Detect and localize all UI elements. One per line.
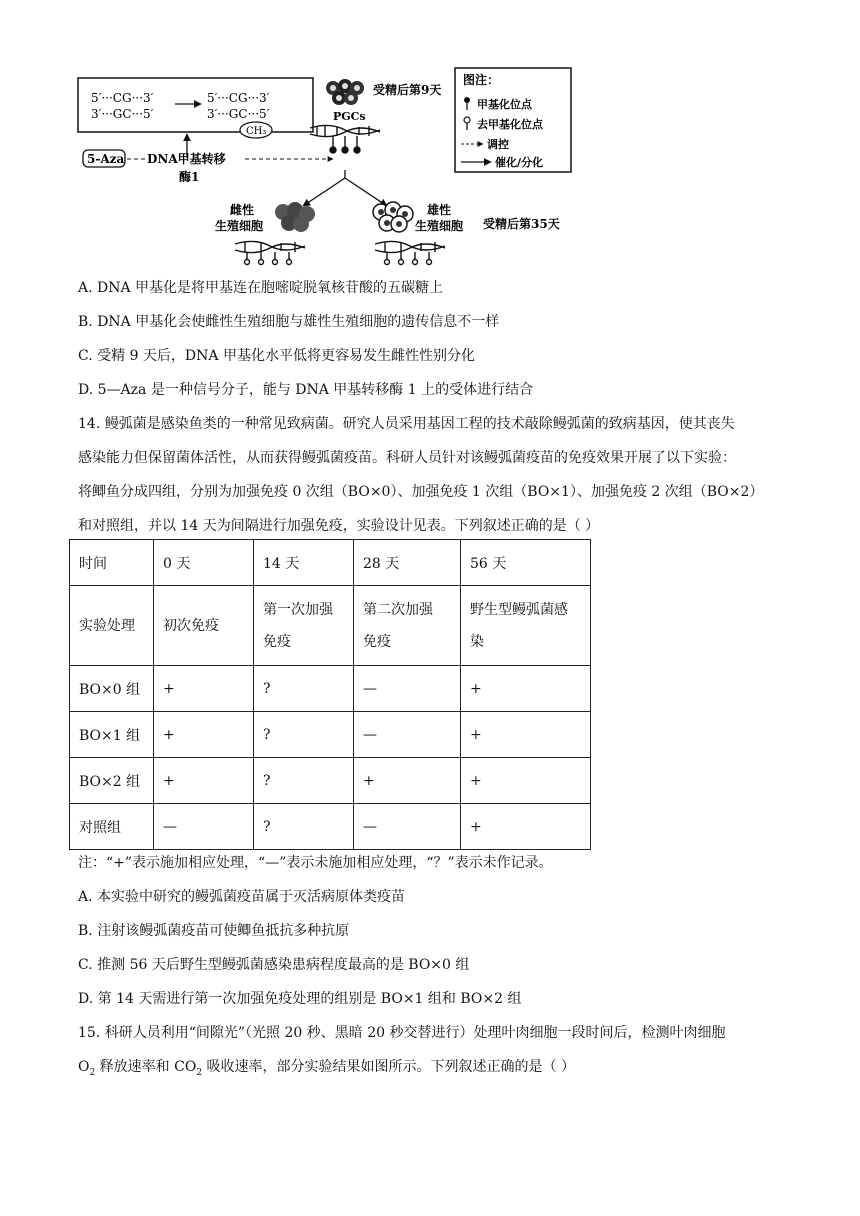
- legend-title: 图注：: [463, 73, 500, 87]
- q15-stem-line-2: [78, 1056, 575, 1078]
- table-cell: +: [354, 758, 461, 804]
- q14-stem-line-1: 14. 鳗弧菌是感染鱼类的一种常见致病菌。研究人员采用基因工程的技术敲除鳗弧菌的致病基因，使其丧失: [78, 416, 735, 432]
- table-header-row: [70, 540, 591, 586]
- table-cell: +: [461, 758, 591, 804]
- legend-regulate: 调控: [487, 138, 509, 151]
- dna-methylation-figure: [75, 66, 585, 266]
- q14-stem-line-2: 感染能力但保留菌体活性，从而获得鳗弧菌疫苗。科研人员针对该鳗弧菌疫苗的免疫效果开展了以下实验：: [78, 450, 736, 466]
- table-row: [70, 666, 591, 712]
- table-cell: —: [154, 804, 254, 850]
- q14-option-c: C. 推测 56 天后野生型鳗弧菌感染患病程度最高的是 BO×0 组: [78, 957, 470, 973]
- q13-option-c: C. 受精 9 天后，DNA 甲基化水平低将更容易发生雌性性别分化: [78, 348, 475, 364]
- pgcs-dna-strand: [310, 125, 380, 153]
- dna-top-left: 5′···CG···3′: [91, 91, 154, 105]
- q14-option-d: D. 第 14 天需进行第一次加强免疫处理的组别是 BO×1 组和 BO×2 组: [78, 991, 522, 1007]
- female-branch-arrow: [303, 178, 345, 206]
- legend-catalyze: 催化/分化: [495, 156, 544, 169]
- table-cell: 56 天: [461, 540, 591, 586]
- female-label-1: 雌性: [230, 203, 255, 217]
- table-treatment-row: [70, 586, 591, 666]
- pgcs-label: PGCs: [333, 110, 366, 123]
- table-cell: 初次免疫: [154, 586, 254, 666]
- experiment-table: [69, 539, 591, 850]
- table-cell: ?: [254, 712, 354, 758]
- pgcs-cell-cluster: [326, 79, 364, 105]
- male-label-1: 雄性: [427, 203, 452, 217]
- day35-label: 受精后第35天: [483, 217, 560, 231]
- legend-methyl: 甲基化位点: [477, 98, 532, 111]
- q15-line2-end: 吸收速率，部分实验结果如图所示。下列叙述正确的是（ ）: [202, 1059, 575, 1075]
- day9-label: 受精后第9天: [373, 83, 442, 97]
- demethyl-site-icon: [464, 117, 470, 130]
- male-cell-cluster: [373, 202, 413, 232]
- table-cell: +: [461, 666, 591, 712]
- table-cell: +: [154, 712, 254, 758]
- co2-subscript: 2: [196, 1067, 203, 1078]
- methyl-site-icon: [464, 97, 470, 110]
- dna-schematic-box: [78, 78, 313, 132]
- table-cell: ?: [254, 666, 354, 712]
- table-row: [70, 804, 591, 850]
- table-cell: BO×2 组: [70, 758, 154, 804]
- male-label-2: 生殖细胞: [415, 219, 464, 233]
- methyl-label: CH₃: [246, 126, 267, 137]
- q13-option-a: A. DNA 甲基化是将甲基连在胞嘧啶脱氧核苷酸的五碳糖上: [78, 280, 444, 296]
- q14-stem-line-3: 将鲫鱼分成四组，分别为加强免疫 0 次组（BO×0）、加强免疫 1 次组（BO×1）、加强免疫 2 次组（BO×2）: [78, 484, 764, 500]
- table-cell: ?: [254, 758, 354, 804]
- male-dna-strand: [375, 241, 445, 264]
- table-cell: 时间: [70, 540, 154, 586]
- table-cell: —: [354, 804, 461, 850]
- table-row: [70, 758, 591, 804]
- male-branch-arrow: [345, 178, 387, 206]
- aza-label: 5-Aza: [87, 152, 125, 166]
- q15-line2-mid: 释放速率和 CO: [95, 1059, 197, 1075]
- table-cell: —: [354, 666, 461, 712]
- table-cell: 野生型鳗弧菌感染: [461, 586, 591, 666]
- table-cell: +: [154, 666, 254, 712]
- table-cell: 第二次加强免疫: [354, 586, 461, 666]
- table-cell: BO×1 组: [70, 712, 154, 758]
- o2-subscript: 2: [89, 1067, 96, 1078]
- table-cell: 实验处理: [70, 586, 154, 666]
- table-cell: 0 天: [154, 540, 254, 586]
- table-row: [70, 712, 591, 758]
- q14-option-b: B. 注射该鳗弧菌疫苗可使鲫鱼抵抗多种抗原: [78, 923, 350, 939]
- table-cell: +: [461, 804, 591, 850]
- female-label-2: 生殖细胞: [215, 219, 264, 233]
- female-dna-strand: [235, 241, 305, 264]
- table-cell: —: [354, 712, 461, 758]
- legend-demethyl: 去甲基化位点: [477, 118, 543, 131]
- table-cell: 14 天: [254, 540, 354, 586]
- q13-option-d: D. 5—Aza 是一种信号分子，能与 DNA 甲基转移酶 1 上的受体进行结合: [78, 382, 534, 398]
- dna-bottom-left: 3′···GC···5′: [91, 107, 154, 121]
- enzyme-label-2: 酶1: [179, 170, 200, 184]
- enzyme-label-1: DNA甲基转移: [147, 152, 226, 166]
- q13-option-b: B. DNA 甲基化会使雌性生殖细胞与雄性生殖细胞的遗传信息不一样: [78, 314, 500, 330]
- o2-symbol: O: [78, 1059, 90, 1075]
- table-cell: +: [461, 712, 591, 758]
- table-cell: 28 天: [354, 540, 461, 586]
- table-cell: +: [154, 758, 254, 804]
- dna-bottom-right: 3′···GC···5′: [207, 107, 270, 121]
- q14-stem-line-4: 和对照组，并以 14 天为间隔进行加强免疫，实验设计见表。下列叙述正确的是（ ）: [78, 518, 600, 534]
- q15-stem-line-1: 15. 科研人员利用“间隙光”（光照 20 秒、黑暗 20 秒交替进行）处理叶肉细胞一段时间后，检测叶肉细胞: [78, 1025, 726, 1041]
- q14-option-a: A. 本实验中研究的鳗弧菌疫苗属于灭活病原体类疫苗: [78, 889, 406, 905]
- table-cell: 第一次加强免疫: [254, 586, 354, 666]
- table-cell: BO×0 组: [70, 666, 154, 712]
- female-cell-cluster: [275, 202, 315, 232]
- table-cell: 对照组: [70, 804, 154, 850]
- table-note: 注：“+”表示施加相应处理，“—”表示未施加相应处理，“？”表示未作记录。: [78, 855, 553, 871]
- dna-top-right: 5′···CG···3′: [207, 91, 270, 105]
- table-cell: ?: [254, 804, 354, 850]
